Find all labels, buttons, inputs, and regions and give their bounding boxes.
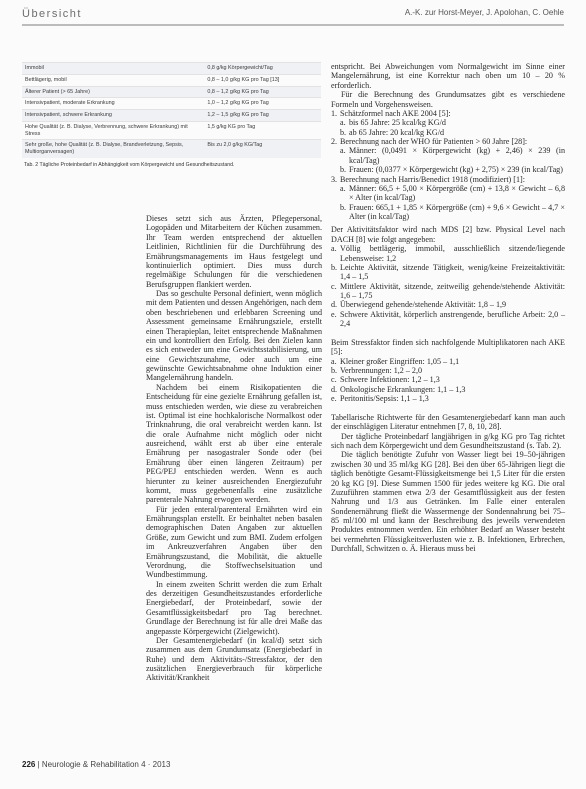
list-number: 2. — [331, 137, 338, 146]
list-text: Kleiner großer Eingriffen: 1,05 – 1,1 — [340, 356, 460, 366]
page-number: 226 — [22, 760, 36, 769]
list-item — [331, 244, 565, 263]
sub-list — [331, 118, 565, 137]
list-letter: a. — [331, 244, 337, 254]
list-text: Völlig bettlägerig, immobil, ausschließlich sitzende/liegende Lebensweise: 1,2 — [340, 244, 565, 263]
journal-name: | Neurologie & Rehabilitation 4 · 2013 — [37, 760, 171, 769]
table-cell-value: Bis zu 2,0 g/kg KG/Tag — [204, 140, 321, 158]
table-row — [22, 74, 321, 86]
sub-list-item — [331, 165, 565, 174]
list-item — [331, 175, 565, 184]
table-cell-condition: Bettlägerig, mobil — [22, 74, 204, 86]
paragraph: Der Aktivitätsfaktor wird nach MDS [2] bzw. Physical Level nach DACH [8] wie folgt angegeben: — [331, 225, 565, 244]
table-caption: Tab. 2 Tägliche Proteinbedarf in Abhängigkeit vom Körpergewicht und Gesundheitszustand. — [24, 161, 235, 168]
sub-list-item — [331, 184, 565, 203]
paragraph: Dieses setzt sich aus Ärzten, Pflegepersonal, Logopäden und Mitarbeitern der Küchen zusammen. Ihr Team werden entsprechend der aktuellen Leitlinien, Richtlinien für die Durchführung des Ernährungsmanagements im Haus festgelegt und kontinuierlich optimiert. Dies muss durch regelmäßige Schulungen für die verschiedenen Berufsgruppen flankiert werden. — [146, 214, 322, 289]
list-item — [331, 263, 565, 282]
list-text: ab 65 Jahre: 20 kcal/kg KG/d — [349, 127, 445, 137]
paragraph: entspricht. Bei Abweichungen vom Normalgewicht im Sinne einer Mangelernährung, ist eine Korrektur nach oben um 10 – 20 % erforderlich. — [331, 62, 565, 90]
paragraph: Für jeden enteral/parenteral Ernährten wird ein Ernährungsplan erstellt. Er beinhaltet neben basalen demographischen Daten Angaben zur aktuellen Größe, zum Gewicht und zum BMI. Zudem erfolgen im Ankreuzverfahren Angaben über den Ernährungszustand, die Mobilität, die aktuelle Verordnung, die Stoffwechselsituation und Wundbestimmung. — [146, 504, 322, 580]
paragraph: Für die Berechnung des Grundumsatzes gibt es verschiedene Formeln und Vorgehensweisen. — [331, 90, 565, 109]
table-cell-condition: Älterer Patient (> 65 Jahre) — [22, 86, 204, 98]
list-letter: b. — [331, 262, 338, 272]
list-letter: d. — [331, 300, 338, 310]
list-number: 3. — [331, 174, 338, 184]
sub-list-item — [331, 118, 565, 127]
page-footer — [22, 760, 170, 769]
sub-list-item — [331, 128, 565, 137]
table-cell-condition: Sehr große, hohe Qualität (z. B. Dialyse, Brandverletzung, Sepsis, Multiorganversagen) — [22, 140, 204, 158]
list-text: Berechnung nach Harris/Benedict 1918 (modifiziert) [1]: — [340, 174, 525, 184]
list-text: bis 65 Jahre: 25 kcal/kg KG/d — [349, 118, 446, 128]
list-number: 1. — [331, 108, 338, 118]
sub-list-item — [331, 203, 565, 222]
list-item — [331, 137, 565, 146]
right-column — [331, 62, 565, 554]
list-item — [331, 109, 565, 118]
list-text: Leichte Aktivität, sitzende Tätigkeit, wenig/keine Freizeitaktivität: 1,4 – 1,5 — [340, 262, 565, 282]
list-letter: a. — [331, 356, 337, 366]
list-text: Männer: 66,5 + 5,00 × Körpergröße (cm) + 13,8 × Gewicht – 6,8 × Alter (in kcal/Tag) — [349, 183, 565, 203]
list-letter: a. — [340, 118, 346, 128]
list-text: Mittlere Aktivität, sitzende, zeitweilig gehende/stehende Aktivität: 1,6 – 1,75 — [340, 281, 565, 300]
list-text: Frauen: (0,0377 × Körpergewicht (kg) + 2,75) × 239 (in kcal/Tag) — [349, 165, 563, 175]
table-cell-condition: Intensivpatient, moderate Erkrankung — [22, 98, 204, 110]
list-letter: b. — [340, 202, 347, 212]
paragraph: Tabellarische Richtwerte für den Gesamtenergiebedarf kann man auch der einschlägigen Literatur entnehmen [7, 8, 10, 28]. — [331, 412, 565, 432]
table-cell-condition: Hohe Qualität (z. B. Dialyse, Verbrennung, schwere Erkrankung) mit Stress — [22, 121, 204, 140]
list-item — [331, 366, 565, 375]
protein-table-block — [22, 62, 321, 169]
table-cell-value: 1,0 – 1,2 g/kg KG pro Tag — [204, 98, 321, 110]
list-text: Schwere Aktivität, körperlich anstrengende, berufliche Arbeit: 2,0 – 2,4 — [340, 309, 565, 329]
list-text: Peritonitis/Sepsis: 1,1 – 1,3 — [340, 394, 429, 404]
table-cell-value: 0,8 – 1,0 g/kg KG pro Tag [13] — [204, 74, 321, 86]
authors-header: A.-K. zur Horst-Meyer, J. Apolohan, C. Oehle — [404, 8, 564, 17]
paragraph: In einem zweiten Schritt werden die zum Erhalt des derzeitigen Gesundheitszustandes erforderliche Energiebedarf, der Proteinbedarf, sowie der Gesamtflüssigkeitsbedarf pro Tag berechnet. Grundlage der Berechnung ist für alle drei Maße das angepasste Körpergewicht (Zielgewicht). — [146, 579, 322, 636]
list-letter: b. — [340, 127, 347, 137]
table-row — [22, 140, 321, 158]
sub-list — [331, 146, 565, 174]
list-item — [331, 375, 565, 384]
table-row — [22, 86, 321, 98]
protein-table — [22, 62, 321, 158]
list-letter: c. — [331, 375, 337, 385]
table-row — [22, 98, 321, 110]
list-letter: e. — [331, 394, 337, 404]
list-item — [331, 282, 565, 301]
list-letter: c. — [331, 281, 337, 291]
list-item — [331, 300, 565, 309]
sub-list-item — [331, 146, 565, 165]
table-cell-value: 0,8 – 1,2 g/kg KG pro Tag — [204, 86, 321, 98]
list-text: Überwiegend gehende/stehende Aktivität: 1,8 – 1,9 — [340, 300, 507, 310]
list-text: Schwere Infektionen: 1,2 – 1,3 — [340, 375, 440, 385]
list-letter: a. — [340, 183, 346, 193]
paragraph: Beim Stressfaktor finden sich nachfolgende Multiplikatoren nach AKE [5]: — [331, 337, 565, 357]
left-column — [146, 214, 322, 683]
paragraph: Der Gesamtenergiebedarf (in kcal/d) setzt sich zusammen aus dem Grundumsatz (Energiebedarf in Ruhe) und dem Aktivitäts-/Stressfaktor, der den zusätzlichen Energieverbrauch für körperliche Aktivität/Krankheit — [146, 635, 322, 683]
list-text: Frauen: 665,1 + 1,85 × Körpergröße (cm) + 9,6 × Gewicht – 4,7 × Alter (in kcal/Tag) — [349, 202, 565, 221]
list-item — [331, 310, 565, 329]
section-title: Übersicht — [22, 8, 82, 20]
list-text: Verbrennungen: 1,2 – 2,0 — [340, 366, 423, 375]
list-letter: a. — [340, 146, 346, 156]
table-cell-condition: Intensivpatient, schwere Erkrankung — [22, 110, 204, 122]
sub-list — [331, 184, 565, 222]
table-cell-value: 1,2 – 1,5 g/kg KG pro Tag — [204, 110, 321, 122]
list-letter: d. — [331, 384, 338, 394]
paragraph: Der tägliche Proteinbedarf langjährigen in g/kg KG pro Tag richtet sich nach dem Körpergewicht und dem Gesundheitszustand (s. Tab. 2). — [331, 431, 565, 450]
table-cell-value: 1,5 g/kg KG pro Tag — [204, 121, 321, 140]
formula-list — [331, 109, 565, 222]
list-text: Männer: (0,0491 × Körpergewicht (kg) + 2,46) × 239 (in kcal/Tag) — [349, 146, 565, 165]
list-text: Onkologische Erkrankungen: 1,1 – 1,3 — [340, 384, 466, 394]
table-cell-value: 0,8 g/kg Körpergewicht/Tag — [204, 63, 321, 75]
list-item — [331, 385, 565, 394]
table-row — [22, 110, 321, 122]
list-letter: e. — [331, 309, 337, 319]
list-letter: b. — [331, 366, 338, 375]
stress-list — [331, 357, 565, 404]
header-rule — [22, 24, 564, 26]
activity-list — [331, 244, 565, 328]
list-item — [331, 394, 565, 403]
table-row — [22, 121, 321, 140]
paragraph: Das so geschulte Personal definiert, wenn möglich mit dem Patienten und dessen Angehörigen, nach dem oben beschriebenen und erlebbaren Screening und Assessment gemeinsame Ernährungsziele, erstellt einen Therapieplan, leitet entsprechende Maßnahmen ein und kontrolliert den Erfolg. Bei den Zielen kann es sich entweder um eine Gewichtsstabilisierung, um eine Gewichtszunahme, oder auch um eine gewünschte Gewichtsabnahme ohne Induktion einer Mangelernährung handeln. — [146, 289, 322, 383]
paragraph: Nachdem bei einem Risikopatienten die Entscheidung für eine gezielte Ernährung gefallen ist, muss entschieden werden, wie diese zu verabreichen ist. Optimal ist eine hochkalorische Normalkost oder Trinknahrung, die oral verabreicht werden kann. Ist die orale Aufnahme nicht möglich oder nicht ausreichend, wählt erst ab über eine enterale Ernährung per nasogastraler Sonde oder (bei Ernährung über einen längeren Zeitraum) per PEG/PEJ entschieden werden. Wenn es auch hierunter zu keiner ausreichenden Energiezufuhr kommt, muss gegebenenfalls eine zusätzliche parenterale Nahrung erwogen werden. — [146, 382, 322, 505]
table-cell-condition: Immobil — [22, 63, 204, 75]
list-letter: b. — [340, 165, 347, 175]
list-text: Schätzformel nach AKE 2004 [5]: — [340, 108, 451, 118]
paragraph: Die täglich benötigte Zufuhr von Wasser liegt bei 19–50-jährigen zwischen 30 und 35 ml/kg KG [28]. Bei den über 65-Jährigen liegt die täglich benötigte Gesamt-Flüssigkeitsmenge bei 1,5 Liter für die ersten 20 kg KG [9]. Diese Summen 1500 für jedes weitere kg KG. Die oral Zuzuführen stammen etwa 2/3 der Gesamtflüssigkeit aus der festen Nahrung und 1/3 aus Getränken. Im Falle einer enteralen Sondenernährung fließt die Wassermenge der Sondennahrung bei 75–85 ml/100 ml und kann der Beschreibung des jeweils verwendeten Produktes entnommen werden. Ein erhöhter Bedarf an Wasser besteht bei vermehrten Flüssigkeitsverlusten wie z. B. Infektionen, Erbrechen, Durchfall, Schwitzen o. Ä. Hieraus muss bei — [331, 450, 565, 554]
list-item — [331, 357, 565, 366]
table-row — [22, 63, 321, 75]
list-text: Berechnung nach der WHO für Patienten > 60 Jahre [28]: — [340, 137, 528, 146]
